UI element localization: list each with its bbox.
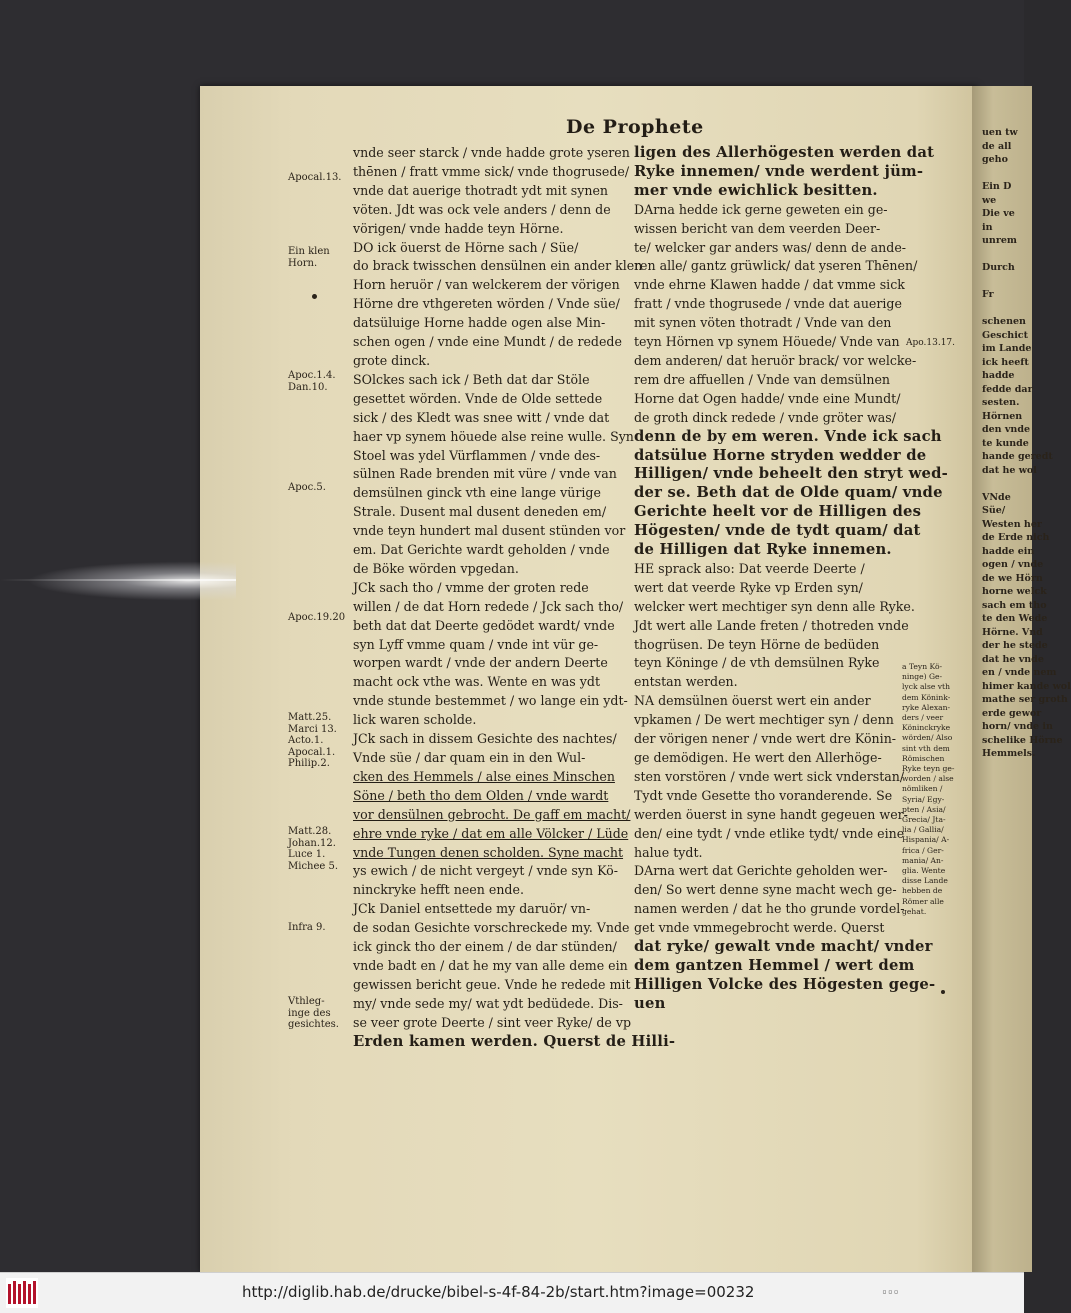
text-line: de Böke wörden vpgedan.	[353, 560, 519, 576]
page-marker: ▫▫▫	[882, 1287, 900, 1296]
text-line: DO ick öuerst de Hörne sach / Süe/	[353, 239, 579, 255]
margin-note-apocal13: Apocal.13.	[288, 172, 342, 183]
status-bar	[0, 1272, 1024, 1313]
text-line: teyn Hörnen vp synem Höuede/ Vnde van	[634, 334, 900, 350]
text-line: wissen bericht van dem veerden Deer-	[634, 220, 881, 236]
text-line: thēnen / fratt vmme sick/ vnde thogrusede/	[353, 163, 630, 179]
text-line: ge demödigen. He wert den Allerhöge-	[634, 750, 882, 765]
text-line: Tydt vnde Gesette tho voranderende. Se	[634, 787, 893, 803]
text-line: Hörne dre vthgereten wörden / Vnde süe/	[353, 296, 620, 312]
text-line: vörigen/ vnde hadde teyn Hörne.	[353, 220, 564, 236]
text-line: rem dre affuellen / Vnde van demsülnen	[634, 371, 891, 387]
text-line: sick / des Kledt was snee witt / vnde dat	[353, 409, 610, 425]
text-line: worpen wardt / vnde der andern Deerte	[353, 655, 608, 671]
margin-note-apoc5: Apoc.5.	[288, 482, 326, 493]
text-line: em. Dat Gerichte wardt geholden / vnde	[353, 542, 610, 558]
text-line: de sodan Gesichte vorschreckede my. Vnde	[353, 920, 630, 936]
text-line: lick waren scholde.	[353, 712, 477, 728]
margin-note-matt28: Matt.28. Johan.12. Luce 1. Michee 5.	[288, 826, 339, 872]
text-line: do brack twisschen densülnen ein ander klen	[353, 258, 643, 274]
margin-note-teyn-koninge: a Teyn Kö- ninge) Ge- lyck alse vth dem Könink- ryke Alexan- ders / veer Köninckryke wörden/ Also sint vth dem Römischen Ryke teyn ge- worden / alse nömliken / Syria/ Egy- pten / Asia/ Grecia/ Jta- lia / Gallia/ Hispania/ A- frica / Ger- mania/ An- glia. Wente disse Lande hebben de Römer alle gehat.	[902, 662, 955, 916]
text-line: der vörigen nener / vnde wert dre Könin-	[634, 731, 897, 747]
text-line: cken des Hemmels / alse eines Minschen	[353, 768, 615, 784]
text-line: thogrüsen. De teyn Hörne de bedüden	[634, 636, 880, 652]
text-line: beth dat dat Deerte gedödet wardt/ vnde	[353, 617, 615, 633]
text-line: Jdt wert alle Lande freten / thotreden vnde	[634, 617, 909, 633]
text-line: DArna hedde ick gerne geweten ein ge-	[634, 201, 888, 217]
text-line: sülnen Rade brenden mit vüre / vnde van	[353, 466, 617, 482]
text-line: vnde ehrne Klawen hadde / dat vmme sick	[634, 277, 905, 293]
next-page-edge	[972, 86, 1071, 1272]
text-line: namen werden / dat he tho grunde vordel-	[634, 901, 905, 917]
text-line: Söne / beth tho dem Olden / vnde wardt	[353, 787, 609, 803]
margin-note-vthlegginge: Vthleg- inge des gesichtes.	[288, 996, 339, 1030]
text-line: ehre vnde ryke / dat em alle Völcker / Lüde	[353, 825, 629, 841]
text-line: vpkamen / De wert mechtiger syn / denn	[634, 712, 894, 728]
next-page-fragment-text: uen tw de all geho Ein D we Die ve in unrem Durch Fr schenen Geschict im Lande ick heeft hadde fedde dar sesten. Hörnen den vnde te kunde hande geredt dat he wol VNde Süe/ Westen her de Erde nich hadde ein ogen / vnde de we Hörn horne welck sach em tho te den Wede Hörne. Vnd der he stede dat he vnde en / vnde nem himer kande wol mathe ser groth erde gewor horn/ vnde in schelike Hörne Hemmels.	[982, 127, 1071, 759]
text-line: willen / de dat Horn redede / Jck sach tho/	[353, 598, 624, 614]
text-line: ren alle/ gantz grüwlick/ dat yseren Thēnen/	[634, 258, 918, 274]
text-line: datsüluige Horne hadde ogen alse Min-	[353, 315, 606, 331]
text-line: Horn heruör / van welckerem der vörigen	[353, 277, 620, 293]
text-line: Högesten/ vnde de tydt quam/ dat	[634, 522, 921, 540]
page-url[interactable]: http://diglib.hab.de/drucke/bibel-s-4f-84-2b/start.htm?image=00232	[242, 1283, 755, 1301]
text-line: JCk sach tho / vmme der groten rede	[353, 579, 589, 595]
text-line: mer vnde ewichlick besitten.	[634, 181, 878, 199]
text-line: my/ vnde sede my/ wat ydt bedüdede. Dis-	[353, 995, 623, 1011]
text-line: vor densülnen gebrocht. De gaff em macht/	[353, 806, 631, 822]
text-line: get vnde vmmegebrocht werde. Querst	[634, 920, 885, 936]
text-line: teyn Köninge / de vth demsülnen Ryke	[634, 655, 880, 671]
text-line: datsülue Horne stryden wedder de	[634, 446, 927, 464]
text-line: werden öuerst in syne handt gegeuen wer-	[634, 806, 908, 822]
text-line: sten vorstören / vnde wert sick vnderstan/	[634, 768, 905, 784]
text-line: gewissen bericht geue. Vnde he redede mit	[353, 976, 631, 992]
text-line: Erden kamen werden. Querst de Hilli-	[353, 1032, 676, 1050]
text-line: uen	[634, 994, 666, 1012]
library-logo-icon[interactable]	[6, 1278, 38, 1308]
text-line: Ryke innemen/ vnde werdent jüm-	[634, 162, 924, 180]
text-line: wert dat veerde Ryke vp Erden syn/	[634, 579, 863, 595]
text-line: dat ryke/ gewalt vnde macht/ vnder	[634, 938, 933, 956]
text-line: gesettet wörden. Vnde de Olde settede	[353, 390, 603, 406]
text-line: de Hilligen dat Ryke innemen.	[634, 541, 892, 559]
text-line: vnde teyn hundert mal dusent stünden vor	[353, 523, 626, 539]
text-line: de groth dinck redede / vnde gröter was/	[634, 409, 896, 425]
text-line: dem gantzen Hemmel / wert dem	[634, 956, 915, 974]
text-line: JCk sach in dissem Gesichte des nachtes/	[353, 731, 617, 747]
text-line: Horne dat Ogen hadde/ vnde eine Mundt/	[634, 390, 901, 406]
text-line: Strale. Dusent mal dusent deneden em/	[353, 504, 607, 520]
text-line: halue tydt.	[634, 844, 703, 860]
text-line: grote dinck.	[353, 352, 431, 368]
text-line: vnde dat auerige thotradt ydt mit synen	[353, 182, 609, 198]
text-line: Gerichte heelt vor de Hilligen des	[634, 503, 922, 521]
margin-note-apoc19: Apoc.19.20	[288, 612, 346, 623]
text-line: ick ginck tho der einem / de dar stünden/	[353, 939, 617, 955]
text-line: NA demsülnen öuerst wert ein ander	[634, 693, 871, 709]
text-line: Stoel was ydel Vürflammen / vnde des-	[353, 447, 601, 463]
text-line: mit synen vöten thotradt / Vnde van den	[634, 315, 892, 331]
margin-note-matt25: Matt.25. Marci 13. Acto.1. Apocal.1. Philip.2.	[288, 712, 337, 769]
text-line: der se. Beth dat de Olde quam/ vnde	[634, 484, 943, 502]
text-line: demsülnen ginck vth eine lange vürige	[353, 485, 601, 501]
text-line: denn de by em weren. Vnde ick sach	[634, 427, 942, 445]
text-line: den/ So wert denne syne macht wech ge-	[634, 882, 897, 898]
text-line: Hilligen Volcke des Högesten gege-	[634, 975, 936, 993]
text-line: HE sprack also: Dat veerde Deerte /	[634, 560, 865, 576]
margin-note-apoc1-dan10: Apoc.1.4. Dan.10.	[288, 370, 336, 393]
text-line: vnde stunde bestemmet / wo lange ein ydt-	[353, 693, 628, 709]
running-head: De Prophete	[566, 116, 704, 138]
margin-note-infra9: Infra 9.	[288, 922, 326, 933]
text-line: entstan werden.	[634, 674, 738, 690]
text-line: Vnde süe / dar quam ein in den Wul-	[353, 750, 586, 765]
text-line: syn Lyff vmme quam / vnde int vür ge-	[353, 636, 599, 652]
margin-bullet-right	[941, 990, 945, 994]
text-line: welcker wert mechtiger syn denn alle Ryke.	[634, 598, 915, 614]
text-line: vöten. Jdt was ock vele anders / denn de	[353, 201, 611, 217]
text-line: vnde seer starck / vnde hadde grote yseren	[353, 145, 630, 160]
text-line: ninckryke hefft neen ende.	[353, 882, 524, 898]
margin-note-apo13: Apo.13.17.	[906, 338, 956, 348]
text-line: dem anderen/ dat heruör brack/ vor welcke-	[634, 352, 917, 368]
text-line: haer vp synem höuede alse reine wulle. Syn	[353, 428, 634, 444]
text-line: Hilligen/ vnde beheelt den stryt wed-	[634, 465, 949, 483]
text-line: te/ welcker gar anders was/ denn de ande-	[634, 239, 907, 255]
text-line: vnde badt en / dat he my van alle deme ein	[353, 957, 628, 973]
text-line: ligen des Allerhögesten werden dat	[634, 144, 935, 161]
text-line: ys ewich / de nicht vergeyt / vnde syn Kö-	[353, 863, 619, 879]
margin-note-ein-klen-horn: Ein klen Horn.	[288, 246, 330, 269]
text-line: schen ogen / vnde eine Mundt / de redede	[353, 334, 622, 350]
screen-glare-line	[0, 579, 236, 581]
text-line: fratt / vnde thogrusede / vnde dat auerige	[634, 296, 902, 312]
margin-bullet	[312, 294, 317, 299]
text-line: SOlckes sach ick / Beth dat dar Stöle	[353, 371, 590, 387]
text-line: den/ eine tydt / vnde etlike tydt/ vnde eine	[634, 825, 905, 841]
text-line: DArna wert dat Gerichte geholden wer-	[634, 863, 888, 879]
text-line: vnde Tungen denen scholden. Syne macht	[353, 844, 624, 860]
text-line: se veer grote Deerte / sint veer Ryke/ de vp	[353, 1014, 632, 1030]
text-line: macht ock vthe was. Wente en was ydt	[353, 674, 601, 690]
text-line: JCk Daniel entsettede my daruör/ vn-	[353, 901, 591, 917]
